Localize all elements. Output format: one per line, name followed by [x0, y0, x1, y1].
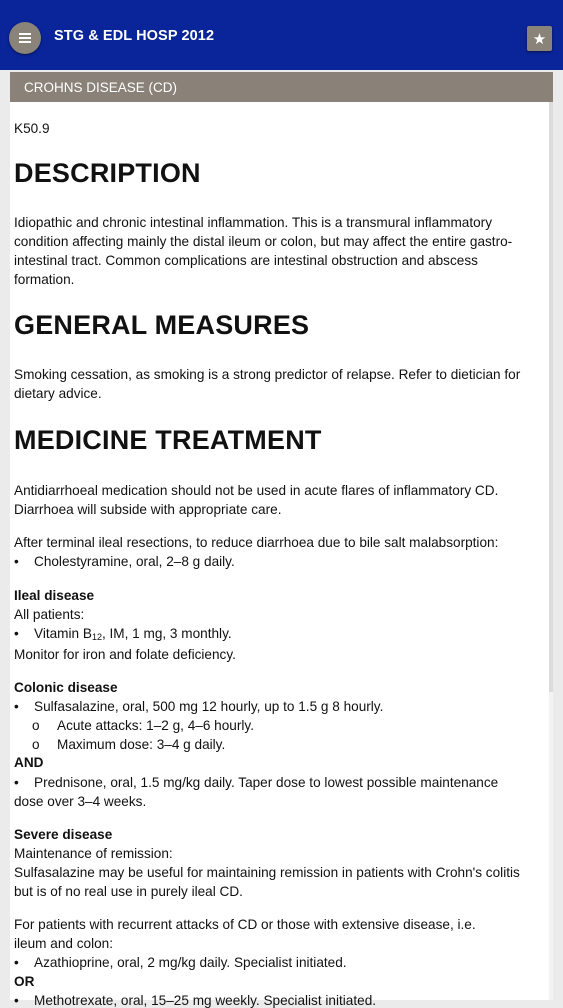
- bullet-vitamin-b12: Vitamin $B_{12}$, IM, 1 mg, 3 monthly.: [34, 626, 232, 642]
- general-measures-heading: GENERAL MEASURES: [14, 310, 310, 340]
- treatment-line: Diarrhoea will subside with appropriate care.: [14, 502, 282, 517]
- treatment-line: After terminal ileal resections, to reduce diarrhoea due to bile salt malabsorption:: [14, 535, 499, 550]
- bullet: •: [14, 626, 19, 641]
- bullet: •: [14, 955, 19, 970]
- description-line: Idiopathic and chronic intestinal inflammation. This is a transmural inflammatory: [14, 215, 493, 230]
- bullet-methotrexate: Methotrexate, oral, 15–25 mg weekly. Specialist initiated.: [34, 993, 377, 1008]
- section-title-bar: CROHNS DISEASE (CD): [10, 72, 553, 102]
- treatment-line: Antidiarrhoeal medication should not be used in acute flares of inflammatory CD.: [14, 483, 499, 498]
- icd-code: K50.9: [14, 121, 50, 136]
- description-line: condition affecting mainly the distal ileum or colon, but may affect the entire gastro-: [14, 234, 513, 249]
- prednisone-continued: dose over 3–4 weeks.: [14, 794, 147, 809]
- colonic-disease-heading: Colonic disease: [14, 680, 118, 695]
- star-icon[interactable]: ★: [527, 26, 552, 51]
- severe-disease-heading: Severe disease: [14, 827, 113, 842]
- ileal-monitor: Monitor for iron and folate deficiency.: [14, 647, 236, 662]
- ileal-disease-heading: Ileal disease: [14, 588, 95, 603]
- document-content: [10, 102, 550, 1008]
- severe-maintenance: Maintenance of remission:: [14, 846, 173, 861]
- description-line: intestinal tract. Common complications are intestinal obstruction and abscess: [14, 253, 478, 268]
- description-heading: DESCRIPTION: [14, 158, 201, 188]
- ileal-intro: All patients:: [14, 607, 85, 622]
- bullet-cholestyramine: Cholestyramine, oral, 2–8 g daily.: [34, 554, 235, 569]
- bullet: •: [14, 699, 19, 714]
- bullet-sulfasalazine: Sulfasalazine, oral, 500 mg 12 hourly, up to 1.5 g 8 hourly.: [34, 699, 384, 714]
- hamburger-menu-icon[interactable]: [9, 22, 41, 54]
- medicine-treatment-heading: MEDICINE TREATMENT: [14, 425, 322, 455]
- app-title: STG & EDL HOSP 2012: [54, 28, 215, 44]
- sub-bullet-acute-attacks: Acute attacks: 1–2 g, 4–6 hourly.: [57, 718, 254, 733]
- description-line: formation.: [14, 272, 75, 287]
- sub-bullet: o: [32, 718, 40, 733]
- general-measures-line: Smoking cessation, as smoking is a strong predictor of relapse. Refer to dietician for: [14, 367, 521, 382]
- bullet-azathioprine: Azathioprine, oral, 2 mg/kg daily. Specialist initiated.: [34, 955, 347, 970]
- bullet: •: [14, 775, 19, 790]
- app-bar: [0, 0, 563, 70]
- sub-bullet-maximum-dose: Maximum dose: 3–4 g daily.: [57, 737, 226, 752]
- severe-line: Sulfasalazine may be useful for maintaining remission in patients with Crohn's colitis: [14, 865, 520, 880]
- sub-bullet: o: [32, 737, 40, 752]
- recurrent-line: ileum and colon:: [14, 936, 113, 951]
- and-connector: AND: [14, 755, 44, 770]
- bullet: •: [14, 993, 19, 1008]
- bullet-prednisone: Prednisone, oral, 1.5 mg/kg daily. Taper dose to lowest possible maintenance: [34, 775, 499, 790]
- recurrent-line: For patients with recurrent attacks of CD or those with extensive disease, i.e.: [14, 917, 476, 932]
- bullet: •: [14, 554, 19, 569]
- severe-line: but is of no real use in purely ileal CD.: [14, 884, 243, 899]
- scrollbar-thumb[interactable]: [549, 102, 553, 692]
- general-measures-line: dietary advice.: [14, 386, 102, 401]
- or-connector: OR: [14, 974, 35, 989]
